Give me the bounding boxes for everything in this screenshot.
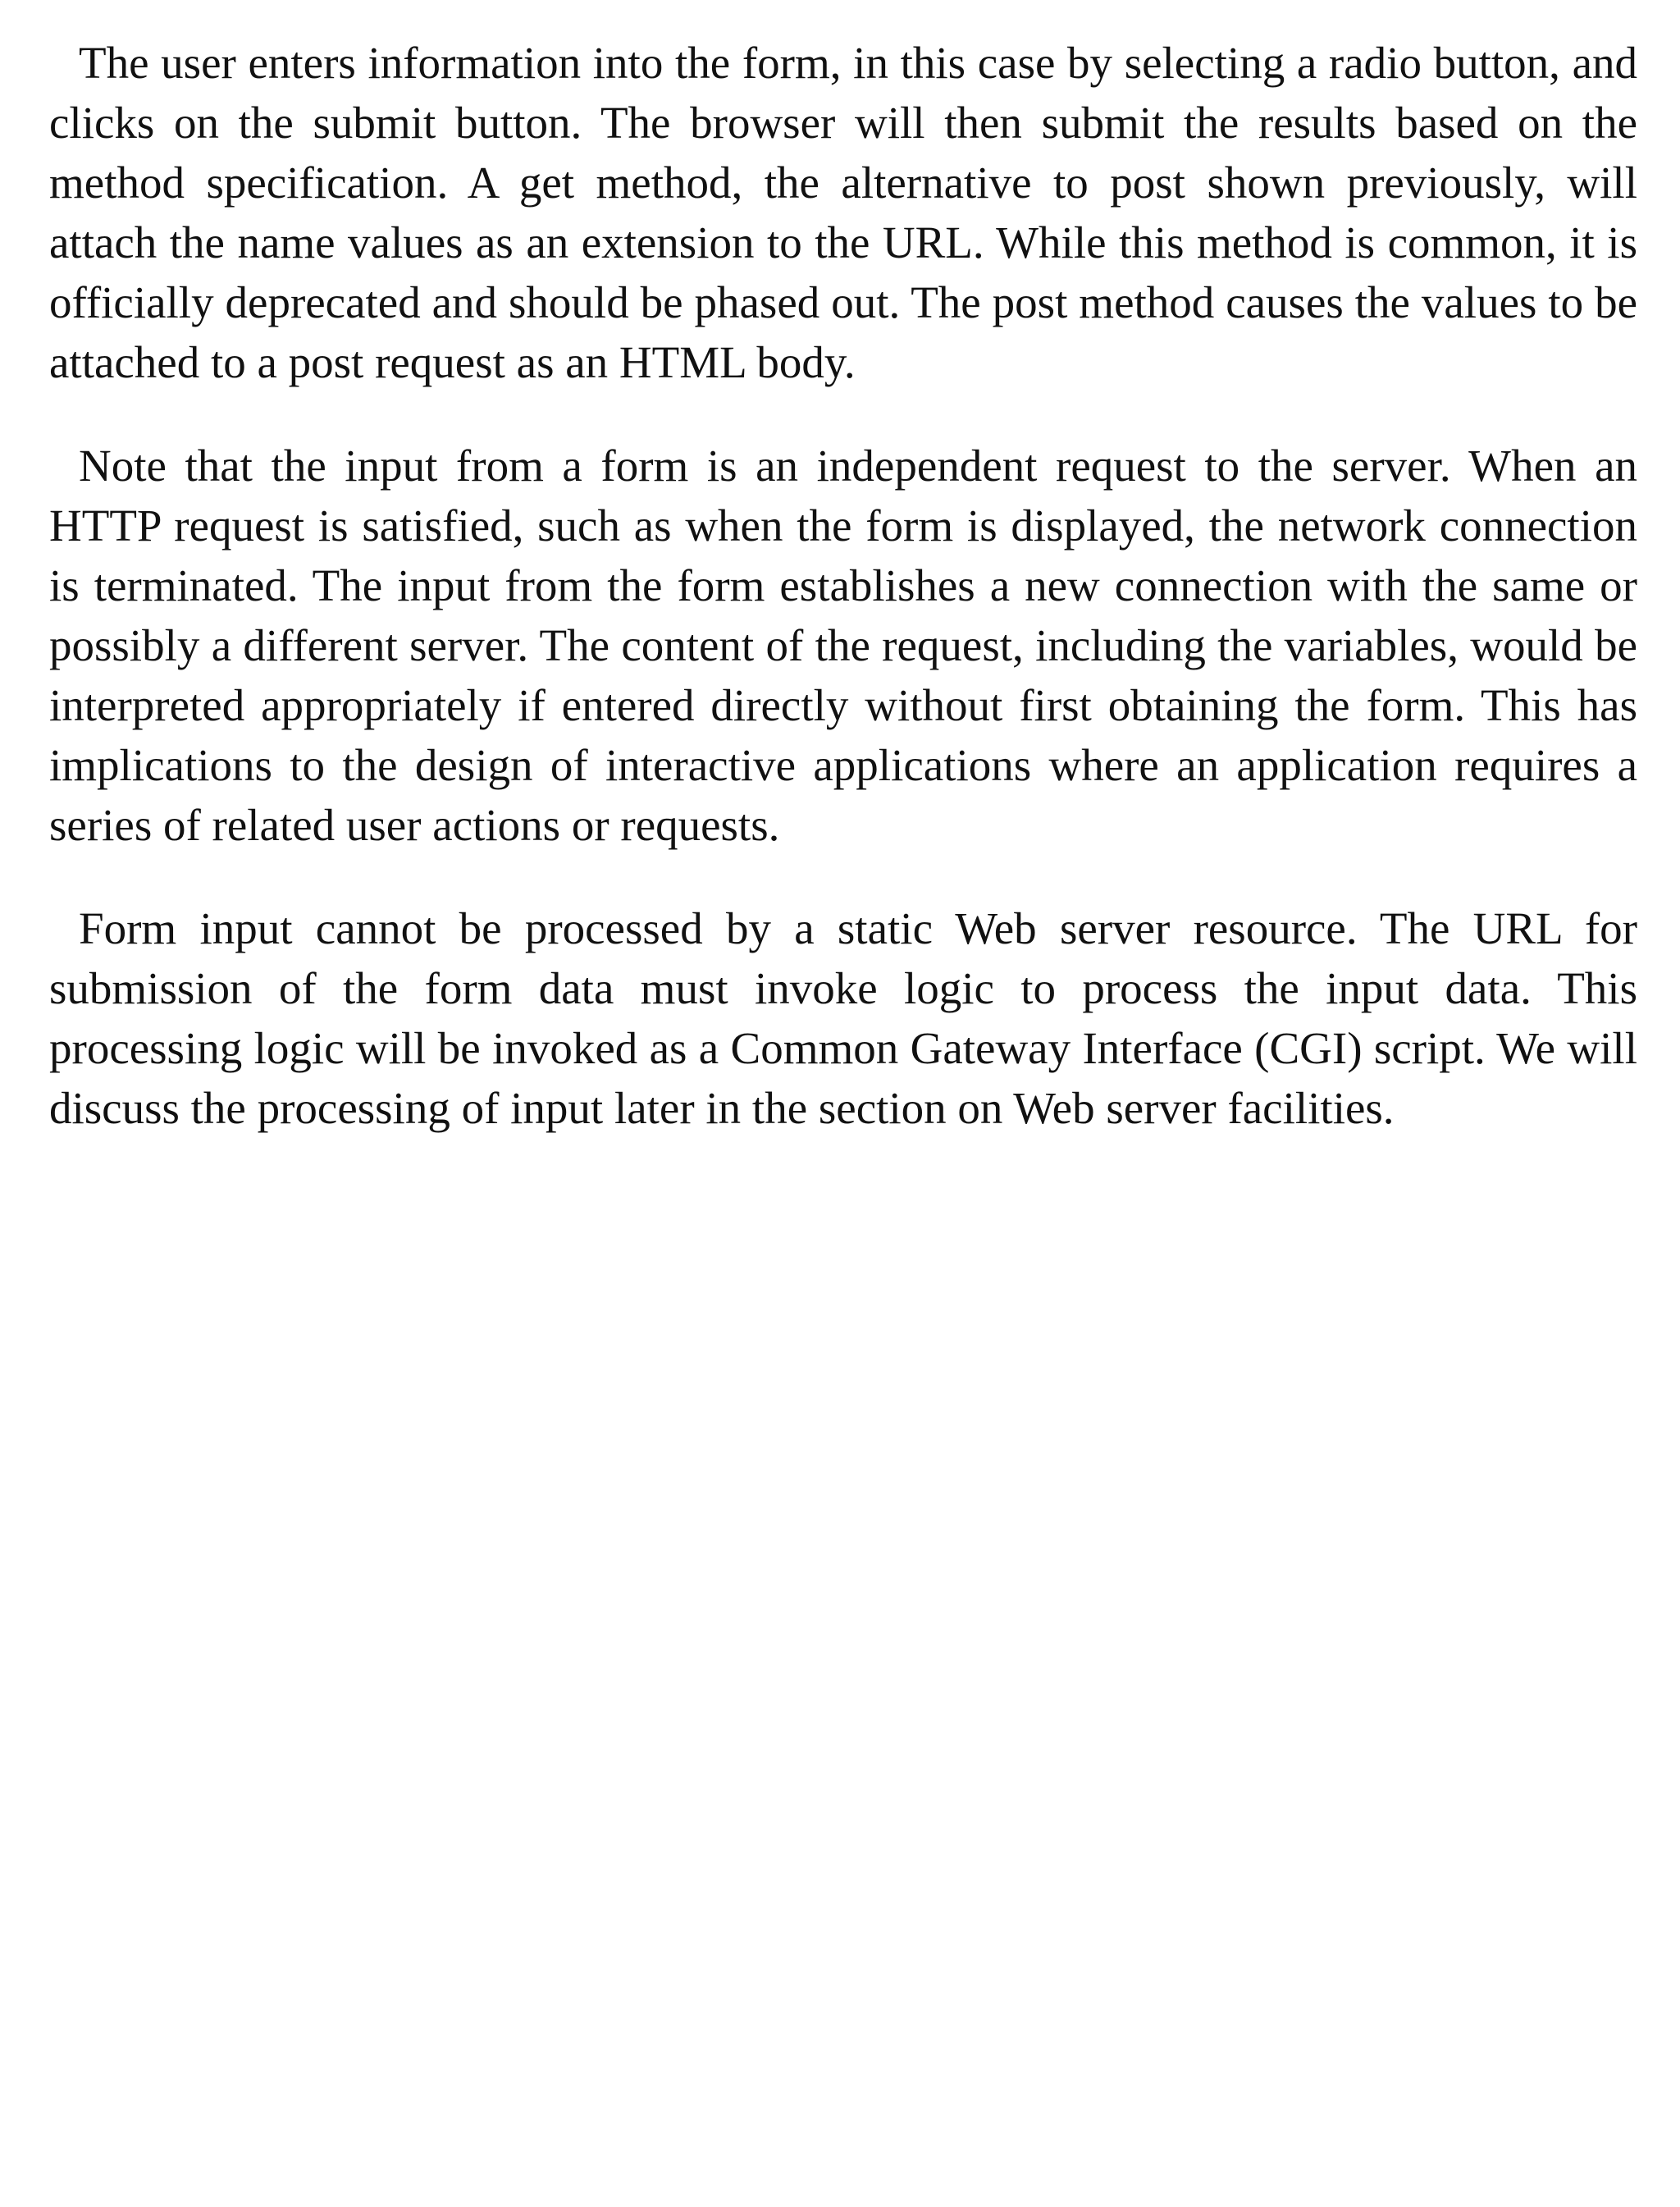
paragraph-form-submission: The user enters information into the form, in this case by selecting a radio button, and clicks on the submit button. The browser will then submit the results based on the method specification. A get method, the alternative to post shown previously, will attach the name values as an extension to the URL. While this method is common, it is officially deprecated and should be phased out. The post method causes the values to be attached to a post request as an HTML body. <box>49 38 1637 387</box>
document-page <box>49 33 1637 1138</box>
paragraph-cgi-processing: Form input cannot be processed by a static Web server resource. The URL for submission of the form data must invoke logic to process the input data. This processing logic will be invoked as a Common Gateway Interface (CGI) script. We will discuss the processing of input later in the section on Web server facilities. <box>49 903 1637 1133</box>
paragraph-independent-request: Note that the input from a form is an independent request to the server. When an HTTP request is satisfied, such as when the form is displayed, the network connection is terminated. The input from the form establishes a new connection with the same or possibly a different server. The content of the request, including the variables, would be interpreted appropriately if entered directly without first obtaining the form. This has implications to the design of interactive applications where an application requires a series of related user actions or requests. <box>49 441 1637 850</box>
